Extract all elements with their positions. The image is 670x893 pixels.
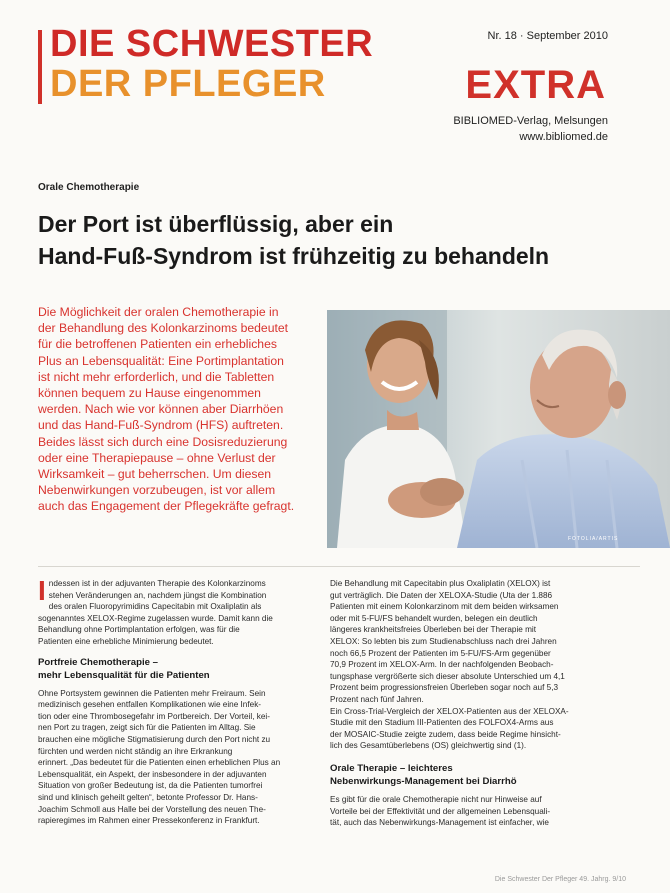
- body-line: Patienten mit einem Kolonkarzinom mit dem beiden wirksamen: [330, 602, 559, 612]
- issue-info: Nr. 18 · September 2010: [487, 30, 608, 42]
- article-headline: [38, 208, 638, 272]
- body-line: Studie mit den Stadium III-Patienten des FOLFOX4-Arms aus: [330, 718, 554, 728]
- teaser-line: und das Hand-Fuß-Syndrom (HFS) auftreten.: [38, 418, 284, 433]
- body-line: gut verträglich. Die Daten der XELOXA-Studie (Uta der 1.886: [330, 590, 553, 600]
- body-line: noch 66,5 Prozent der Patienten im 5-FU/FS-Arm gegenüber: [330, 648, 551, 658]
- masthead-title-line1: DIE SCHWESTER: [50, 23, 374, 65]
- headline-line: Der Port ist überflüssig, aber ein: [38, 211, 394, 237]
- body-line: Joachim Schmoll aus Halle bei der Vorstellung des neuen The-: [38, 804, 266, 814]
- body-line: tion oder eine Thrombosegefahr im Portbereich. Der Vorteil, kei-: [38, 711, 270, 721]
- body-line: tungsphase vergrößerte sich dieser absolute Unterschied um 4,1: [330, 671, 565, 681]
- body-line: längeres krankheitsfreies Überleben bei der Therapie mit: [330, 625, 537, 635]
- body-line: tät, auch das Nebenwirkungs-Management ist einfacher, wie: [330, 818, 549, 828]
- teaser-line: Nebenwirkungen vorzubeugen, ist vor allem: [38, 483, 276, 498]
- teaser-line: Plus an Lebensqualität: Eine Portimplantation: [38, 353, 284, 368]
- teaser-line: auch das Engagement der Pflegekräfte gefragt.: [38, 499, 295, 514]
- publisher-website: www.bibliomed.de: [519, 131, 608, 143]
- section-subhead: mehr Lebensqualität für die Patienten: [38, 669, 210, 681]
- section-subhead: Portfreie Chemotherapie –: [38, 656, 158, 668]
- teaser-line: der Behandlung des Kolonkarzinoms bedeutet: [38, 321, 289, 336]
- body-line: Es gibt für die orale Chemotherapie nicht nur Hinweise auf: [330, 794, 542, 804]
- body-line: Prozent nach fünf Jahren.: [330, 694, 424, 704]
- body-line: der MOSAIC-Studie zeigte zudem, dass beide Regime hinsicht-: [330, 729, 561, 739]
- body-line: stehen Veränderungen an, nachdem jüngst die Kombination: [48, 590, 267, 600]
- teaser-line: werden. Nach wie vor können aber Diarrhöen: [38, 402, 284, 417]
- body-line: des oralen Fluoropyrimidins Capecitabin mit Oxaliplatin als: [48, 602, 262, 612]
- drop-cap: I: [38, 575, 46, 606]
- body-line: XELOX: So lebten bis zum Studienabschluss nach drei Jahren: [330, 636, 557, 646]
- body-line: Behandlung ohne Portimplantation erfolgen, was für die: [38, 625, 240, 635]
- page-footer: Die Schwester Der Pfleger 49. Jahrg. 9/10: [494, 876, 626, 883]
- body-line: rapieregimes im Rahmen einer Pressekonferenz in Frankfurt.: [38, 816, 260, 826]
- body-line: sind und klinisch geheilt gelten“, betonte Professor Dr. Hans-: [38, 792, 258, 802]
- body-line: Ein Cross-Trial-Vergleich der XELOX-Patienten aus der XELOXA-: [330, 706, 569, 716]
- section-subhead: Nebenwirkungs-Management bei Diarrhö: [330, 775, 517, 787]
- body-line: ndessen ist in der adjuvanten Therapie des Kolonkarzinoms: [48, 579, 266, 588]
- body-line: medizinisch gesehen entfallen Komplikationen wie eine Infek-: [38, 700, 262, 710]
- teaser-line: ist nicht mehr erforderlich, und die Tabletten: [38, 369, 275, 384]
- article-teaser: [38, 304, 320, 515]
- body-line: erinnert. „Das bedeutet für die Patienten einen erheblichen Plus an: [38, 758, 281, 768]
- article-column-left: [38, 575, 310, 827]
- teaser-line: oder eine Therapiepause – ohne Verlust der: [38, 450, 276, 465]
- publisher: BIBLIOMED-Verlag, Melsungen: [453, 115, 608, 127]
- body-line: 70,9 Prozent im XELOX-Arm. In der nachfolgenden Beobach-: [330, 660, 554, 670]
- masthead-title-line2: DER PFLEGER: [50, 63, 326, 105]
- body-line: Patienten eine erhebliche Minimierung bedeutet.: [38, 636, 214, 646]
- body-line: sogenanntes XELOX-Regime zugelassen wurde. Damit kann die: [38, 613, 273, 623]
- article-column-right: [330, 578, 614, 829]
- body-line: nen Port zu tragen, zeigt sich für die Patienten im Alltag. Sie: [38, 723, 256, 733]
- teaser-line: für die betroffenen Patienten ein erhebliches: [38, 337, 277, 352]
- photo-credit: FOTOLIA/ARTIS: [568, 536, 619, 542]
- teaser-line: Wirksamkeit – gut beherrschen. Um diesen: [38, 467, 272, 482]
- body-line: oder mit 5-FU/FS behandelt wurden, belegen ein deutlich: [330, 613, 538, 623]
- masthead-accent-bar: [38, 30, 42, 104]
- article-photo: [327, 310, 670, 548]
- body-line: Situation von großer Bedeutung ist, da die Patienten tumorfrei: [38, 781, 263, 791]
- article-kicker: Orale Chemotherapie: [38, 182, 140, 193]
- photo-nurse-patient-illustration: [327, 310, 670, 548]
- teaser-line: Beides lässt sich durch eine Dosisreduzierung: [38, 434, 288, 449]
- body-line: Prozent beim progressionsfreien Überleben sogar noch auf 5,3: [330, 683, 559, 693]
- section-divider: [38, 566, 640, 567]
- body-line: Ohne Portsystem gewinnen die Patienten mehr Freiraum. Sein: [38, 688, 266, 698]
- extra-label: EXTRA: [465, 63, 606, 107]
- section-subhead: Orale Therapie – leichteres: [330, 762, 453, 774]
- teaser-line: können bequem zu Hause eingenommen: [38, 386, 261, 401]
- body-line: Lebensqualität, ein Aspekt, der insbesondere in der adjuvanten: [38, 769, 267, 779]
- headline-line: Hand-Fuß-Syndrom ist frühzeitig zu behandeln: [38, 243, 550, 269]
- body-line: lich des Gesamtüberlebens (OS) gleichwertig sind (1).: [330, 741, 527, 751]
- body-line: brauchen eine mögliche Stigmatisierung durch den Port nicht zu: [38, 734, 271, 744]
- teaser-line: Die Möglichkeit der oralen Chemotherapie in: [38, 305, 279, 319]
- body-line: fürchten und werden nicht ständig an ihre Erkrankung: [38, 746, 233, 756]
- body-line: Die Behandlung mit Capecitabin plus Oxaliplatin (XELOX) ist: [330, 579, 551, 588]
- body-line: Vorteile bei der Effektivität und der allgemeinen Lebensquali-: [330, 806, 551, 816]
